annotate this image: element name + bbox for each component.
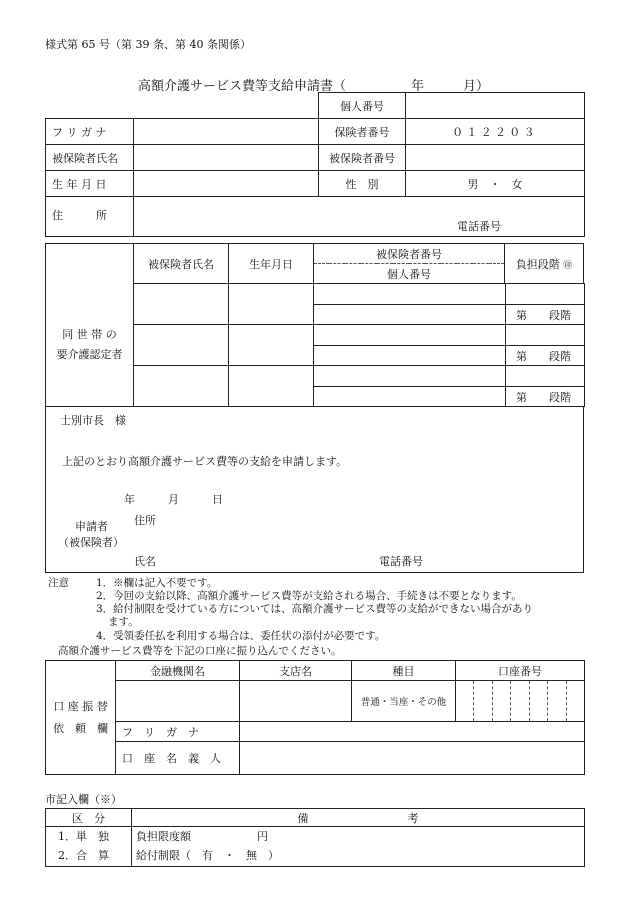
- member2-individual-number-cell[interactable]: [314, 346, 506, 366]
- phone-label: 電話番号: [457, 220, 501, 233]
- household-label-line2b: 要介護認定者: [56, 347, 123, 361]
- applicant-sub-label: （被保険者）: [58, 536, 124, 549]
- note-2: 2．今回の支給以降、高額介護サービス費等が支給される場合、手続きは不要となります。: [96, 590, 522, 602]
- notes-prefix: 注意: [48, 577, 69, 589]
- address-label: 住 所: [46, 197, 134, 237]
- burden-limit: 負担限度額 円: [136, 829, 268, 843]
- member2-stage[interactable]: 第 段階: [506, 346, 585, 366]
- col-insured-number: 被保険者番号: [314, 244, 505, 264]
- member3-name[interactable]: [134, 366, 229, 407]
- form-number: 様式第 65 号（第 39 条、第 40 条関係）: [45, 38, 251, 51]
- applicant-phone-label: 電話番号: [379, 555, 423, 568]
- member1-name[interactable]: [134, 284, 229, 325]
- applicant-address-label: 住所: [134, 514, 156, 527]
- col-type: 種目: [352, 661, 456, 681]
- insured-number-field[interactable]: [406, 145, 585, 171]
- declaration-box: [45, 407, 584, 573]
- col-branch: 支店名: [240, 661, 352, 681]
- individual-number-label: 個人番号: [319, 93, 406, 119]
- page-title: 高額介護サービス費等支給申請書（ 年 月）: [138, 79, 490, 94]
- remarks-cell: [132, 827, 585, 867]
- burden-stage-label: 負担段階: [515, 257, 560, 271]
- note-3-cont: ます。: [108, 616, 139, 628]
- bank-label-line2: 依 頼 欄: [53, 721, 108, 735]
- household-section-label-cell: [46, 284, 134, 407]
- household-label-line1b: 同 世 帯 の: [62, 327, 117, 341]
- individual-number-field[interactable]: [406, 93, 585, 119]
- account-number-field[interactable]: [456, 681, 585, 722]
- sex-options[interactable]: 男 ・ 女: [406, 171, 585, 197]
- benefit-restriction: 給付制限（ 有 ・ 無 ）: [136, 848, 279, 862]
- col-birthdate: 生年月日: [229, 244, 314, 284]
- declaration-statement: 上記のとおり高額介護サービス費等の支給を申請します。: [62, 455, 348, 468]
- bank-furigana-field[interactable]: [240, 722, 585, 742]
- applicant-name-label: 氏名: [134, 555, 156, 568]
- branch-field[interactable]: [240, 681, 352, 722]
- member1-insured-number-cell[interactable]: [314, 284, 506, 305]
- sex-label: 性 別: [319, 171, 406, 197]
- insured-name-label: 被保険者氏名: [46, 145, 134, 171]
- bank-furigana-label: フ リ ガ ナ: [116, 722, 240, 742]
- member1-individual-number-cell[interactable]: [314, 305, 506, 325]
- address-field[interactable]: [134, 197, 585, 237]
- col-insured-name: 被保険者氏名: [134, 244, 229, 284]
- transfer-instruction: 高額介護サービス費等を下記の口座に振り込んでください。: [58, 645, 342, 657]
- furigana-field[interactable]: [134, 119, 319, 145]
- birthdate-label: 生 年 月 日: [46, 171, 134, 197]
- category-cell: [46, 827, 132, 867]
- household-members: [45, 283, 584, 407]
- note-1: 1．※欄は記入不要です。: [96, 577, 218, 589]
- bank-label-line1: 口 座 振 替: [53, 699, 108, 713]
- col-account: 口座番号: [456, 661, 585, 681]
- member2-insured-number-cell[interactable]: [314, 325, 506, 346]
- member2-name[interactable]: [134, 325, 229, 366]
- city-use-heading: 市記入欄（※）: [45, 793, 122, 806]
- member3-insured-number-cell[interactable]: [314, 366, 506, 387]
- account-type-options[interactable]: 普通・当座・その他: [352, 681, 456, 722]
- household-table: [45, 243, 584, 284]
- member3-stage[interactable]: 第 段階: [506, 387, 585, 407]
- birthdate-field[interactable]: [134, 171, 319, 197]
- col-institution: 金融機関名: [116, 661, 240, 681]
- application-date[interactable]: 年 月 日: [124, 493, 223, 506]
- member2-birth[interactable]: [229, 325, 314, 366]
- col-individual-number: 個人番号: [314, 264, 505, 284]
- insurer-number-value: ０１２２０３: [406, 119, 585, 145]
- insured-name-field[interactable]: [134, 145, 319, 171]
- account-holder-label: 口 座 名 義 人: [116, 742, 240, 775]
- category-single: 1．単 独: [58, 829, 109, 843]
- note-3: 3．給付制限を受けている方については、高額介護サービス費等の支給ができない場合があり: [96, 603, 533, 615]
- bank-table: [45, 660, 585, 775]
- account-holder-field[interactable]: [240, 742, 585, 775]
- city-use-table: [45, 808, 585, 867]
- insured-number-label: 被保険者番号: [319, 145, 406, 171]
- institution-field[interactable]: [116, 681, 240, 722]
- col-remarks: 備 考: [132, 809, 585, 827]
- member3-birth[interactable]: [229, 366, 314, 407]
- col-category: 区 分: [46, 809, 132, 827]
- insurer-number-label: 保険者番号: [319, 119, 406, 145]
- member3-individual-number-cell[interactable]: [314, 387, 506, 407]
- member1-stage[interactable]: 第 段階: [506, 305, 585, 325]
- furigana-label: フ リ ガ ナ: [46, 119, 134, 145]
- applicant-label: 申請者: [75, 520, 108, 533]
- bank-section-label: [46, 661, 116, 775]
- category-combined: 2．合 算: [58, 848, 109, 862]
- note-4: 4．受領委任払を利用する場合は、委任状の添付が必要です。: [96, 630, 386, 642]
- col-burden-stage: [505, 244, 584, 284]
- household-section-label: [46, 244, 134, 284]
- member1-birth[interactable]: [229, 284, 314, 325]
- seal-mark-icon: ㊞: [563, 260, 573, 271]
- addressee: 士別市長 様: [60, 414, 126, 427]
- applicant-table: [45, 92, 585, 237]
